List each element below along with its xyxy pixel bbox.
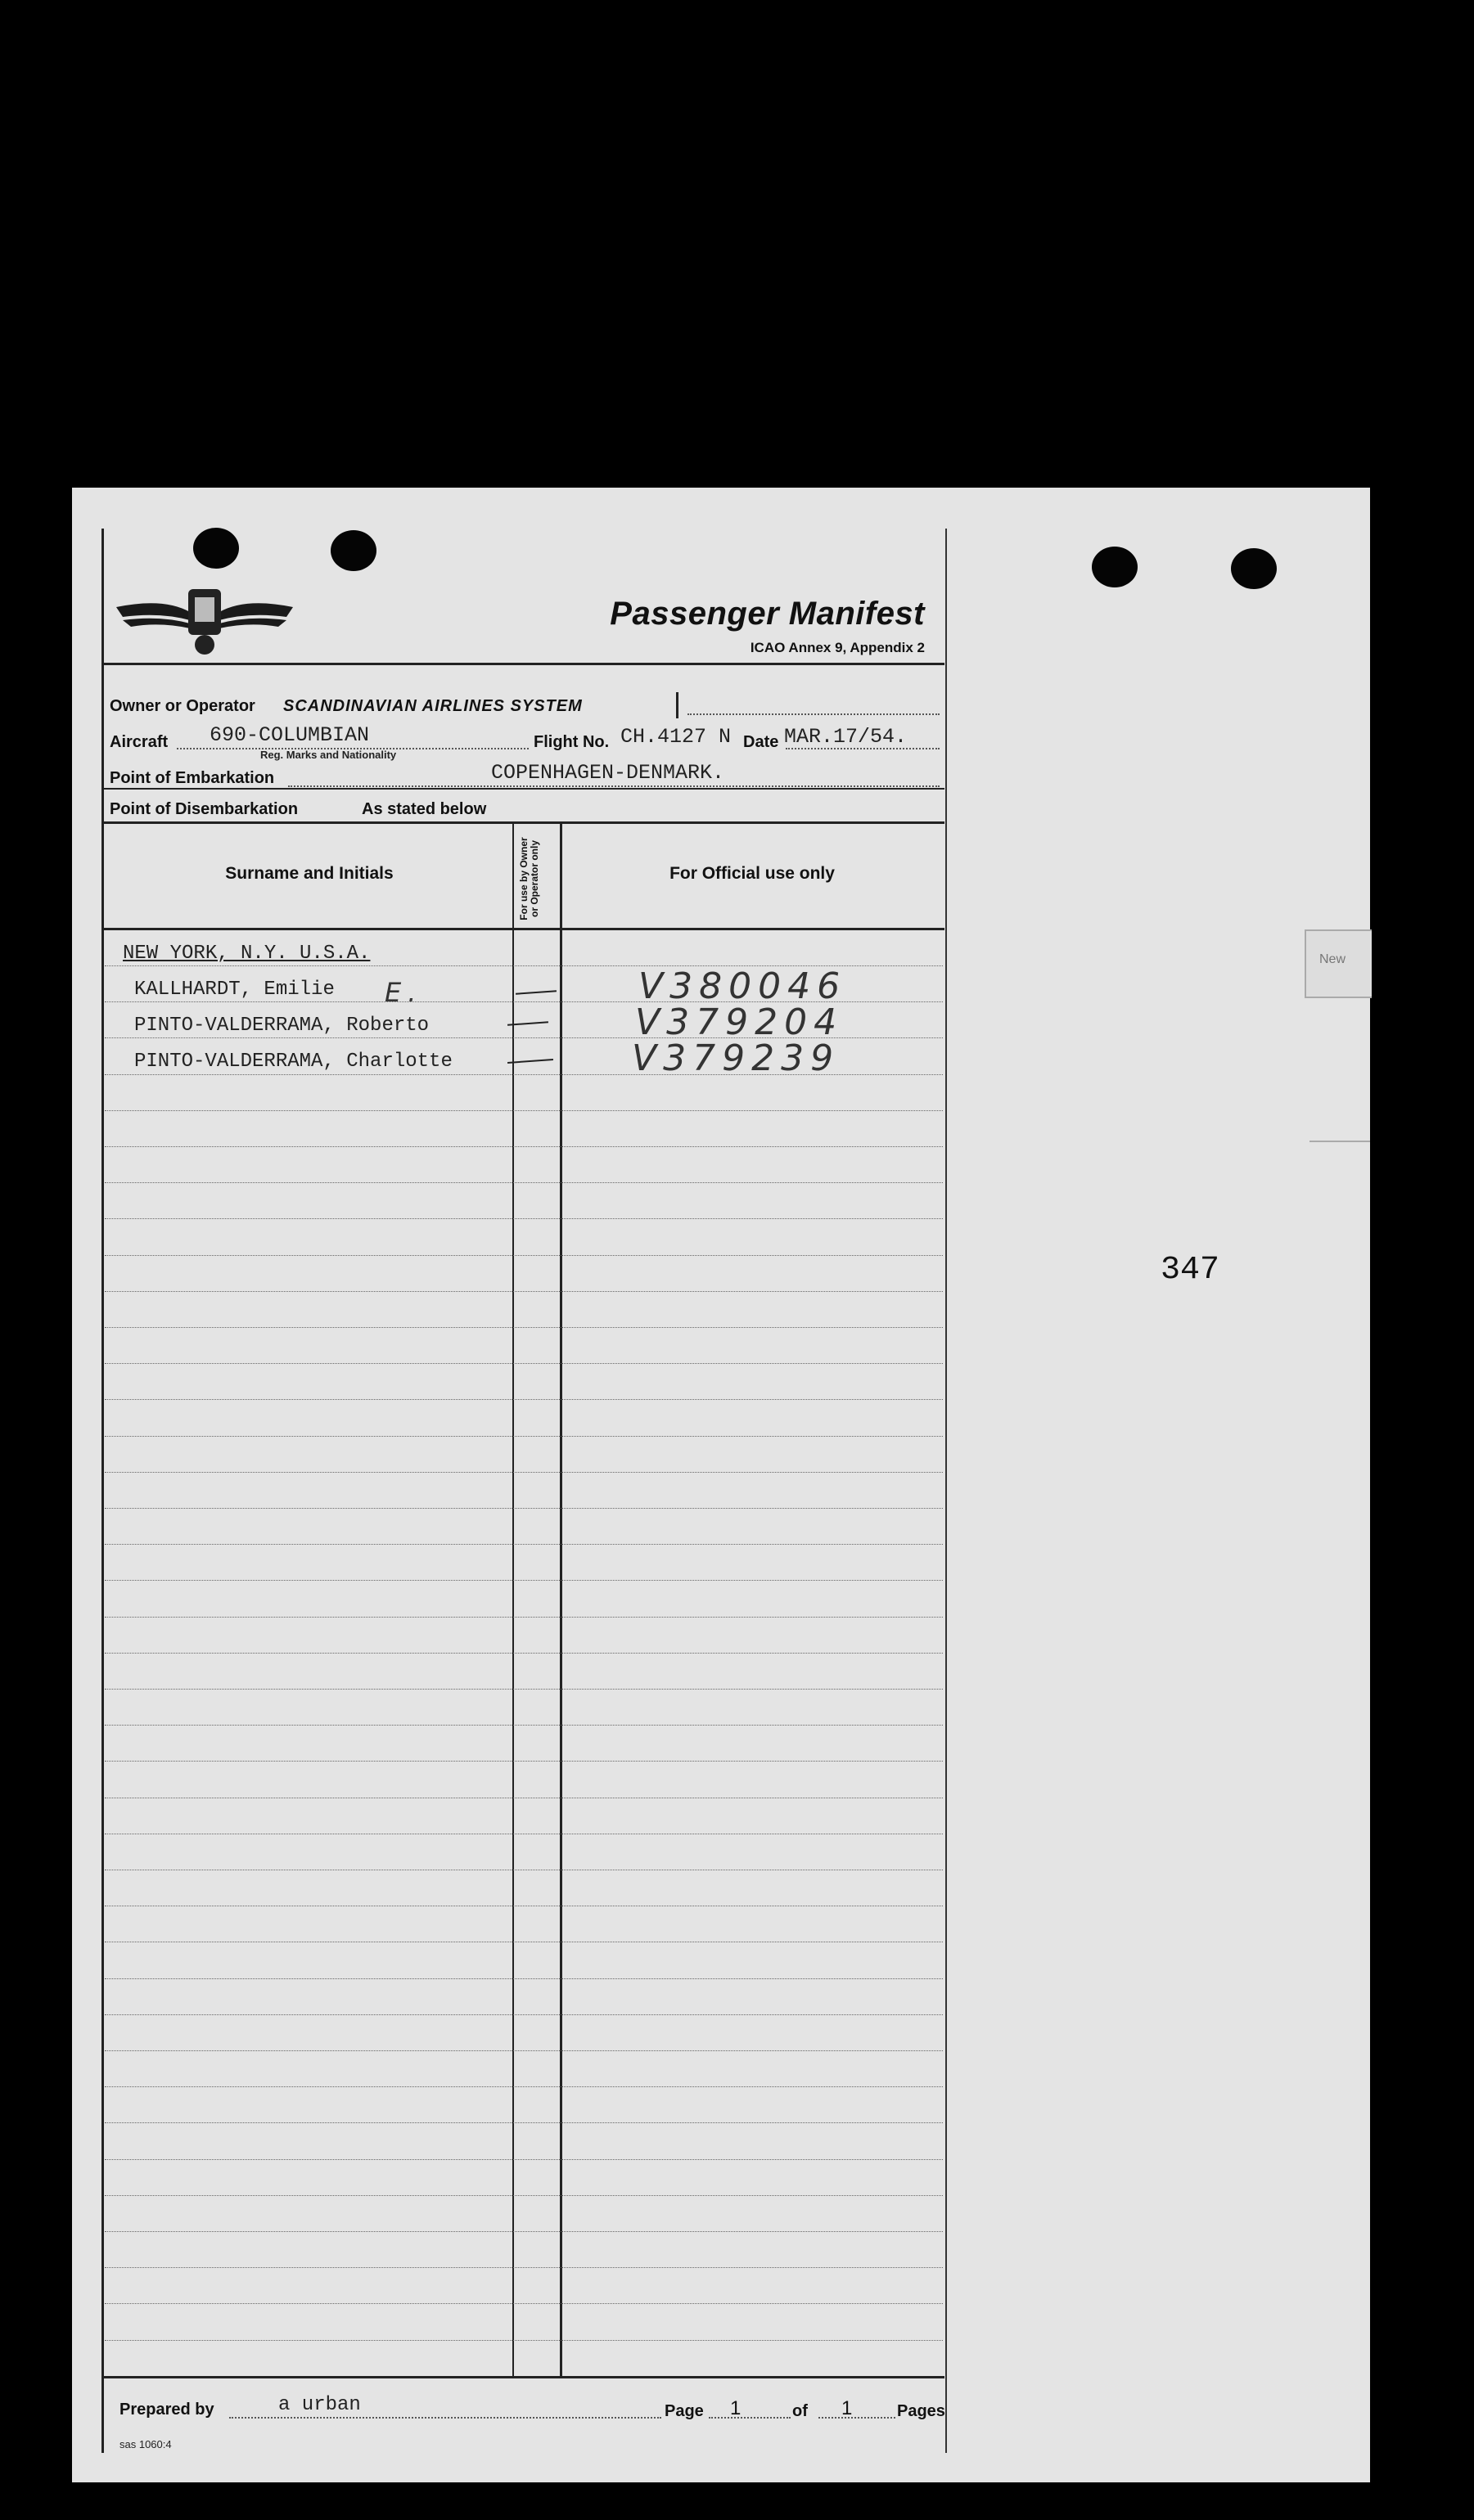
entry-name: PINTO-VALDERRAMA, Charlotte [134, 1051, 453, 1073]
page-value: 1 [730, 2397, 742, 2419]
aircraft-value: 690-COLUMBIAN [210, 723, 370, 747]
entry-initial: E. [385, 977, 423, 1008]
airline-logo-icon [115, 573, 295, 663]
ruled-line [105, 1182, 943, 1183]
owner-value: SCANDINAVIAN AIRLINES SYSTEM [283, 697, 583, 715]
ruled-line [105, 1508, 943, 1509]
ruled-line [105, 2014, 943, 2015]
ruled-line [105, 1327, 943, 1328]
flight-value: CH.4127 N [620, 725, 732, 749]
divider [101, 2376, 944, 2378]
ruled-line [105, 1255, 943, 1256]
owner-label: Owner or Operator [110, 697, 255, 715]
date-label: Date [743, 733, 779, 751]
ruled-line [105, 2303, 943, 2304]
ruled-line [105, 1436, 943, 1437]
ruled-line [105, 1689, 943, 1690]
of-line [818, 2417, 895, 2419]
ruled-line [105, 1399, 943, 1400]
col-owner: For use by Owner or Operator only [518, 837, 540, 920]
official-number: V380046 [638, 965, 847, 1007]
ruled-line [105, 1580, 943, 1581]
col-official: For Official use only [669, 864, 835, 883]
ruled-line [105, 2340, 943, 2341]
column-divider [560, 823, 562, 2376]
pages-label: Pages [897, 2402, 945, 2420]
side-fragment: New [1319, 952, 1346, 966]
of-label: of [792, 2402, 808, 2420]
ruled-line [105, 2050, 943, 2051]
of-value: 1 [841, 2397, 853, 2419]
reg-note: Reg. Marks and Nationality [260, 749, 397, 761]
ruled-line [105, 2122, 943, 2123]
flight-label: Flight No. [534, 733, 610, 751]
divider [101, 928, 944, 930]
manifest-title: Passenger Manifest [610, 596, 925, 632]
form-code: sas 1060:4 [119, 2438, 172, 2450]
ruled-line [105, 1291, 943, 1292]
prepared-label: Prepared by [119, 2401, 214, 2419]
entry-name: PINTO-VALDERRAMA, Roberto [134, 1015, 430, 1037]
prepared-line [229, 2417, 661, 2419]
divider [101, 821, 944, 824]
ruled-line [105, 2159, 943, 2160]
date-value: MAR.17/54. [784, 725, 908, 749]
col-surname: Surname and Initials [225, 864, 394, 883]
punch-hole [1231, 548, 1277, 589]
owner-line [687, 713, 940, 715]
embark-label: Point of Embarkation [110, 769, 275, 787]
stamp-number: 347 [1161, 1252, 1220, 1289]
embark-value: COPENHAGEN-DENMARK. [491, 761, 725, 785]
ruled-line [105, 2231, 943, 2232]
ruled-line [105, 1544, 943, 1545]
ruled-line [105, 1146, 943, 1147]
date-line [786, 748, 940, 749]
ruled-line [105, 1472, 943, 1473]
manifest-subtitle: ICAO Annex 9, Appendix 2 [750, 640, 925, 655]
disembark-value: As stated below [362, 800, 487, 818]
ruled-line [105, 1725, 943, 1726]
page-line [709, 2417, 791, 2419]
ruled-line [105, 1363, 943, 1364]
entry-name: NEW YORK, N.Y. U.S.A. [123, 943, 371, 965]
punch-hole [1092, 547, 1138, 587]
official-number: V379204 [635, 1001, 844, 1043]
column-divider [512, 823, 514, 2376]
side-line [1309, 1141, 1370, 1142]
ruled-line [105, 1653, 943, 1654]
embark-line [288, 785, 940, 787]
entry-name: KALLHARDT, Emilie [134, 979, 335, 1001]
prepared-value: a urban [278, 2394, 361, 2416]
official-number: V379239 [632, 1037, 841, 1079]
ruled-line [105, 1978, 943, 1979]
ruled-line [105, 1617, 943, 1618]
aircraft-label: Aircraft [110, 733, 169, 751]
ruled-line [105, 2086, 943, 2087]
page-label: Page [665, 2402, 704, 2420]
ruled-line [105, 1110, 943, 1111]
divider [101, 663, 944, 665]
divider [101, 788, 944, 790]
disembark-label: Point of Disembarkation [110, 800, 299, 818]
ruled-line [105, 2195, 943, 2196]
ruled-line [105, 1218, 943, 1219]
divider [676, 692, 678, 718]
ruled-line [105, 2267, 943, 2268]
ruled-line [105, 1761, 943, 1762]
